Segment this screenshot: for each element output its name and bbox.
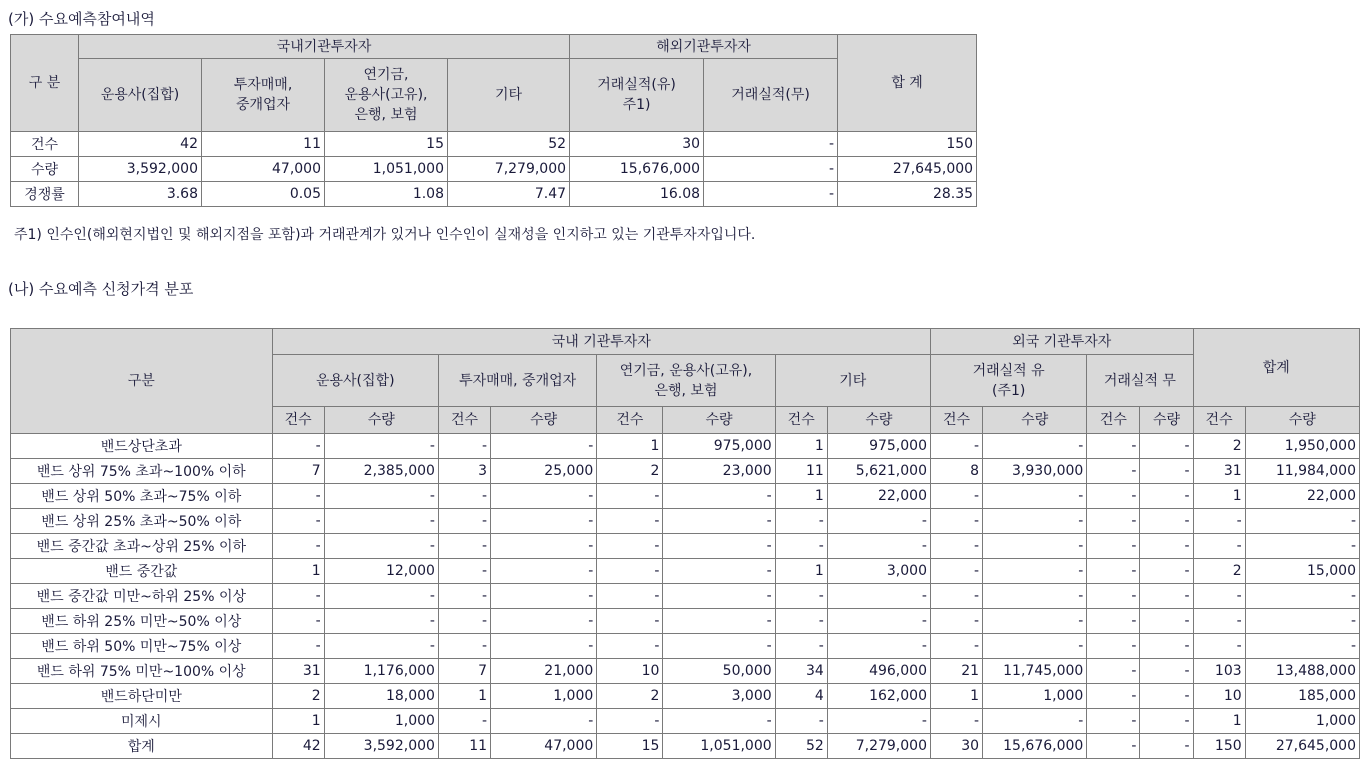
cell: - [1140, 434, 1193, 459]
cell: 1,051,000 [325, 157, 448, 182]
cell: - [930, 484, 982, 509]
cell: 1 [597, 434, 663, 459]
cell: 18,000 [324, 684, 438, 709]
group-header-1: 투자매매, 중개업자 [438, 355, 596, 407]
subheader-3: 기타 [448, 59, 570, 132]
cell: 1,000 [983, 684, 1087, 709]
cell: - [663, 559, 775, 584]
cell: - [663, 509, 775, 534]
cell: - [930, 534, 982, 559]
cell: 2,385,000 [324, 459, 438, 484]
cell: 10 [597, 659, 663, 684]
row-label: 밴드하단미만 [11, 684, 273, 709]
row-label: 밴드상단초과 [11, 434, 273, 459]
row-label: 밴드 상위 50% 초과~75% 이하 [11, 484, 273, 509]
cell: 975,000 [663, 434, 775, 459]
cell: 2 [1193, 559, 1245, 584]
table-row [11, 559, 1360, 584]
cell: 30 [930, 734, 982, 759]
row-label: 밴드 중간값 초과~상위 25% 이하 [11, 534, 273, 559]
cell: 31 [272, 659, 324, 684]
count-header: 건수 [597, 407, 663, 434]
qty-header: 수량 [1140, 407, 1193, 434]
cell: - [983, 609, 1087, 634]
cell: 42 [79, 132, 202, 157]
cell: - [827, 534, 930, 559]
cell: - [597, 484, 663, 509]
cell: - [1140, 734, 1193, 759]
cell: - [597, 709, 663, 734]
cell: 2 [597, 684, 663, 709]
cell: 103 [1193, 659, 1245, 684]
cell: - [438, 534, 490, 559]
cell: - [324, 634, 438, 659]
subheader-5: 거래실적(무) [704, 59, 838, 132]
cell: - [983, 584, 1087, 609]
cell: - [324, 509, 438, 534]
cell: - [1087, 734, 1140, 759]
cell: - [597, 559, 663, 584]
cell: - [1140, 634, 1193, 659]
cell: 2 [272, 684, 324, 709]
cell: - [597, 509, 663, 534]
cell: - [1087, 584, 1140, 609]
table-row [11, 434, 1360, 459]
subheader-1: 투자매매, 중개업자 [202, 59, 325, 132]
footnote: 주1) 인수인(해외현지법인 및 해외지점을 포함)과 거래관계가 있거나 인수인이 실재성을 인지하고 있는 기관투자자입니다. [14, 227, 756, 243]
cell: - [1087, 659, 1140, 684]
section-a-title: (가) 수요예측참여내역 [8, 10, 155, 28]
cell: 15 [325, 132, 448, 157]
header-division: 구분 [11, 329, 273, 434]
section-b-title: (나) 수요예측 신청가격 분포 [8, 280, 194, 298]
cell: - [930, 584, 982, 609]
cell: 1 [438, 684, 490, 709]
cell: - [1087, 534, 1140, 559]
cell: - [775, 509, 827, 534]
cell: - [775, 609, 827, 634]
subheader-2: 연기금, 운용사(고유), 은행, 보험 [325, 59, 448, 132]
group-header-0: 운용사(집합) [272, 355, 438, 407]
cell: 1 [775, 559, 827, 584]
cell: - [1245, 534, 1359, 559]
cell: 3,000 [827, 559, 930, 584]
cell: - [983, 484, 1087, 509]
cell: - [663, 634, 775, 659]
cell: 1,176,000 [324, 659, 438, 684]
cell: 27,645,000 [838, 157, 977, 182]
cell: - [324, 534, 438, 559]
header-domestic: 국내기관투자자 [79, 35, 570, 59]
cell: - [324, 609, 438, 634]
table-row [11, 509, 1360, 534]
cell: - [272, 609, 324, 634]
cell: - [324, 484, 438, 509]
cell: 16.08 [570, 182, 704, 207]
cell: - [438, 559, 490, 584]
cell: 21 [930, 659, 982, 684]
cell: - [597, 584, 663, 609]
cell: - [1193, 534, 1245, 559]
cell: - [983, 559, 1087, 584]
cell: 1 [1193, 709, 1245, 734]
cell: - [1193, 509, 1245, 534]
cell: 7,279,000 [827, 734, 930, 759]
cell: - [324, 434, 438, 459]
cell: 8 [930, 459, 982, 484]
table-row [11, 709, 1360, 734]
cell: 27,645,000 [1245, 734, 1359, 759]
cell: - [1087, 509, 1140, 534]
cell: 10 [1193, 684, 1245, 709]
cell: 7 [438, 659, 490, 684]
count-header: 건수 [272, 407, 324, 434]
cell: - [663, 709, 775, 734]
cell: 1.08 [325, 182, 448, 207]
cell: - [1087, 709, 1140, 734]
row-label: 밴드 하위 75% 미만~100% 이상 [11, 659, 273, 684]
cell: 52 [448, 132, 570, 157]
cell: - [827, 609, 930, 634]
cell: 1 [272, 709, 324, 734]
cell: - [1193, 609, 1245, 634]
table-row [11, 484, 1360, 509]
header-domestic: 국내 기관투자자 [272, 329, 930, 355]
table-row [11, 734, 1360, 759]
cell: 975,000 [827, 434, 930, 459]
cell: 1 [272, 559, 324, 584]
qty-header: 수량 [324, 407, 438, 434]
cell: 3,592,000 [324, 734, 438, 759]
cell: - [930, 434, 982, 459]
cell: - [930, 509, 982, 534]
cell: - [491, 534, 597, 559]
table-row [11, 609, 1360, 634]
cell: - [438, 634, 490, 659]
header-total: 합계 [1193, 329, 1359, 407]
cell: - [983, 434, 1087, 459]
row-label: 밴드 하위 50% 미만~75% 이상 [11, 634, 273, 659]
cell: 12,000 [324, 559, 438, 584]
cell: 11 [202, 132, 325, 157]
row-label: 미제시 [11, 709, 273, 734]
cell: 23,000 [663, 459, 775, 484]
header-division: 구 분 [11, 35, 79, 132]
row-label: 건수 [11, 132, 79, 157]
table-row [11, 182, 977, 207]
cell: - [1193, 584, 1245, 609]
cell: 11 [775, 459, 827, 484]
cell: - [1087, 684, 1140, 709]
header-total: 합 계 [838, 35, 977, 132]
cell: 47,000 [491, 734, 597, 759]
cell: 1,000 [324, 709, 438, 734]
cell: - [491, 584, 597, 609]
cell: 1 [775, 434, 827, 459]
cell: - [491, 559, 597, 584]
header-foreign: 해외기관투자자 [570, 35, 838, 59]
qty-header: 수량 [663, 407, 775, 434]
cell: - [983, 709, 1087, 734]
cell: - [1245, 584, 1359, 609]
table-row [11, 634, 1360, 659]
row-label: 밴드 중간값 미만~하위 25% 이상 [11, 584, 273, 609]
cell: 1 [930, 684, 982, 709]
cell: - [775, 584, 827, 609]
cell: 28.35 [838, 182, 977, 207]
cell: - [491, 709, 597, 734]
cell: 15,000 [1245, 559, 1359, 584]
subheader-4: 거래실적(유) 주1) [570, 59, 704, 132]
cell: - [272, 634, 324, 659]
cell: 30 [570, 132, 704, 157]
demand-forecast-participation-table [10, 34, 977, 207]
count-header: 건수 [930, 407, 982, 434]
cell: - [827, 634, 930, 659]
cell: 11,745,000 [983, 659, 1087, 684]
cell: - [438, 709, 490, 734]
cell: 42 [272, 734, 324, 759]
table-row [11, 584, 1360, 609]
cell: - [663, 609, 775, 634]
group-header-5: 거래실적 무 [1087, 355, 1193, 407]
cell: - [272, 484, 324, 509]
cell: 22,000 [1245, 484, 1359, 509]
cell: 150 [1193, 734, 1245, 759]
cell: - [272, 584, 324, 609]
cell: - [1140, 534, 1193, 559]
cell: 2 [1193, 434, 1245, 459]
count-header: 건수 [775, 407, 827, 434]
cell: - [1193, 634, 1245, 659]
table-row [11, 157, 977, 182]
qty-header: 수량 [983, 407, 1087, 434]
subheader-0: 운용사(집합) [79, 59, 202, 132]
cell: 0.05 [202, 182, 325, 207]
cell: 5,621,000 [827, 459, 930, 484]
cell: - [1087, 559, 1140, 584]
cell: - [663, 534, 775, 559]
cell: 150 [838, 132, 977, 157]
cell: - [1245, 609, 1359, 634]
row-label: 합계 [11, 734, 273, 759]
cell: - [930, 634, 982, 659]
row-label: 경쟁률 [11, 182, 79, 207]
cell: 7 [272, 459, 324, 484]
cell: - [1140, 459, 1193, 484]
cell: - [491, 484, 597, 509]
count-header: 건수 [1193, 407, 1245, 434]
cell: - [1140, 609, 1193, 634]
cell: - [775, 709, 827, 734]
cell: 1,000 [1245, 709, 1359, 734]
cell: 3,000 [663, 684, 775, 709]
row-label: 밴드 하위 25% 미만~50% 이상 [11, 609, 273, 634]
cell: - [827, 584, 930, 609]
cell: 185,000 [1245, 684, 1359, 709]
cell: 3.68 [79, 182, 202, 207]
cell: 3,930,000 [983, 459, 1087, 484]
cell: - [1245, 509, 1359, 534]
cell: 15,676,000 [570, 157, 704, 182]
cell: - [1140, 684, 1193, 709]
cell: - [597, 534, 663, 559]
cell: 34 [775, 659, 827, 684]
cell: 52 [775, 734, 827, 759]
table-row [11, 684, 1360, 709]
cell: - [1087, 459, 1140, 484]
cell: - [491, 434, 597, 459]
cell: - [438, 509, 490, 534]
cell: 13,488,000 [1245, 659, 1359, 684]
cell: 1 [1193, 484, 1245, 509]
cell: - [438, 484, 490, 509]
cell: 22,000 [827, 484, 930, 509]
cell: - [930, 609, 982, 634]
cell: 47,000 [202, 157, 325, 182]
cell: - [1087, 634, 1140, 659]
cell: - [438, 584, 490, 609]
cell: - [827, 509, 930, 534]
cell: - [1087, 434, 1140, 459]
row-label: 수량 [11, 157, 79, 182]
cell: 3 [438, 459, 490, 484]
cell: - [930, 559, 982, 584]
qty-header: 수량 [827, 407, 930, 434]
cell: 162,000 [827, 684, 930, 709]
cell: 50,000 [663, 659, 775, 684]
cell: 15 [597, 734, 663, 759]
qty-header: 수량 [491, 407, 597, 434]
cell: 4 [775, 684, 827, 709]
table-row [11, 534, 1360, 559]
cell: - [704, 157, 838, 182]
qty-header: 수량 [1245, 407, 1359, 434]
cell: - [272, 534, 324, 559]
cell: 1,950,000 [1245, 434, 1359, 459]
header-foreign: 외국 기관투자자 [930, 329, 1193, 355]
price-distribution-table [10, 328, 1360, 759]
cell: - [1087, 609, 1140, 634]
cell: 1,051,000 [663, 734, 775, 759]
cell: - [775, 534, 827, 559]
table-row [11, 459, 1360, 484]
cell: - [663, 484, 775, 509]
row-label: 밴드 상위 25% 초과~50% 이하 [11, 509, 273, 534]
cell: - [663, 584, 775, 609]
cell: 11 [438, 734, 490, 759]
table-row [11, 132, 977, 157]
count-header: 건수 [1087, 407, 1140, 434]
cell: - [272, 434, 324, 459]
cell: - [704, 182, 838, 207]
cell: 7,279,000 [448, 157, 570, 182]
cell: - [983, 634, 1087, 659]
count-header: 건수 [438, 407, 490, 434]
cell: 21,000 [491, 659, 597, 684]
cell: - [1087, 484, 1140, 509]
cell: - [775, 634, 827, 659]
cell: - [1140, 484, 1193, 509]
cell: - [272, 509, 324, 534]
cell: - [324, 584, 438, 609]
cell: - [491, 509, 597, 534]
row-label: 밴드 상위 75% 초과~100% 이하 [11, 459, 273, 484]
cell: - [983, 509, 1087, 534]
group-header-4: 거래실적 유 (주1) [930, 355, 1086, 407]
cell: - [983, 534, 1087, 559]
row-label: 밴드 중간값 [11, 559, 273, 584]
cell: 496,000 [827, 659, 930, 684]
cell: 31 [1193, 459, 1245, 484]
cell: - [438, 434, 490, 459]
group-header-3: 기타 [775, 355, 930, 407]
table-row [11, 659, 1360, 684]
cell: - [1245, 634, 1359, 659]
group-header-2: 연기금, 운용사(고유), 은행, 보험 [597, 355, 775, 407]
cell: 25,000 [491, 459, 597, 484]
cell: 15,676,000 [983, 734, 1087, 759]
cell: - [491, 609, 597, 634]
cell: - [704, 132, 838, 157]
cell: 1,000 [491, 684, 597, 709]
cell: - [491, 634, 597, 659]
cell: - [438, 609, 490, 634]
cell: 3,592,000 [79, 157, 202, 182]
cell: - [597, 634, 663, 659]
cell: - [1140, 584, 1193, 609]
cell: 11,984,000 [1245, 459, 1359, 484]
cell: - [597, 609, 663, 634]
cell: - [1140, 659, 1193, 684]
cell: - [827, 709, 930, 734]
cell: - [930, 709, 982, 734]
cell: - [1140, 509, 1193, 534]
cell: 7.47 [448, 182, 570, 207]
cell: 2 [597, 459, 663, 484]
cell: - [1140, 709, 1193, 734]
cell: 1 [775, 484, 827, 509]
cell: - [1140, 559, 1193, 584]
